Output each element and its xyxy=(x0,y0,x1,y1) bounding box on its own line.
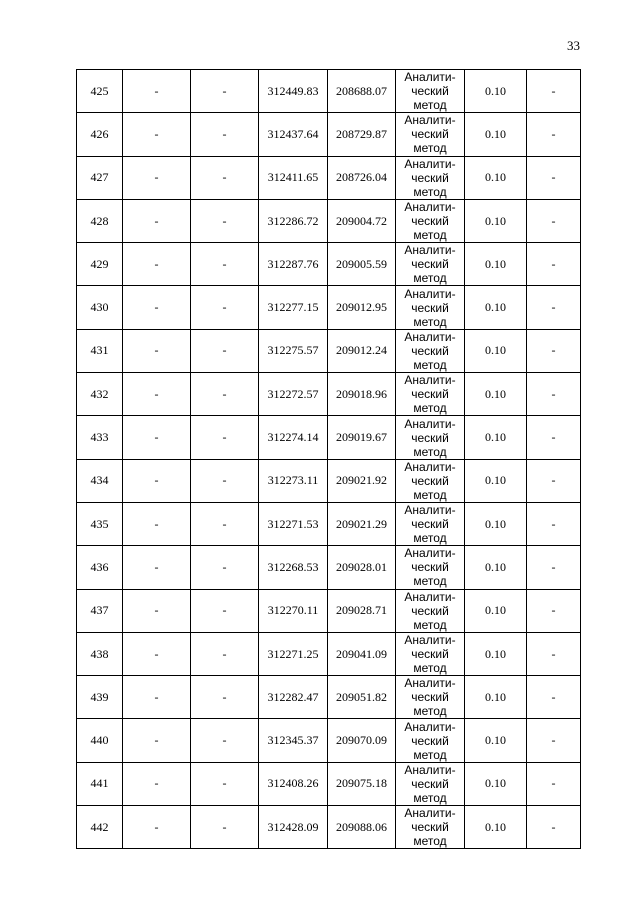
point-number-cell: 439 xyxy=(77,676,123,719)
method-cell xyxy=(396,502,465,545)
method-line: Аналити- xyxy=(404,589,456,604)
method-line: метод xyxy=(413,834,447,849)
method-line: Аналити- xyxy=(404,806,456,821)
method-line: метод xyxy=(413,401,447,416)
coordinates-table xyxy=(76,69,581,849)
method-line: метод xyxy=(413,357,447,372)
column-2-cell: - xyxy=(123,286,191,329)
x-coordinate-cell: 312282.47 xyxy=(259,676,328,719)
accuracy-cell: 0.10 xyxy=(465,113,527,156)
point-number-cell: 435 xyxy=(77,502,123,545)
column-2-cell: - xyxy=(123,329,191,372)
x-coordinate-cell: 312408.26 xyxy=(259,762,328,805)
y-coordinate-cell: 209021.29 xyxy=(328,502,396,545)
method-line: Аналити- xyxy=(404,416,456,431)
note-cell: - xyxy=(527,199,581,242)
note-cell: - xyxy=(527,416,581,459)
x-coordinate-cell: 312287.76 xyxy=(259,243,328,286)
method-cell xyxy=(396,589,465,632)
method-line: метод xyxy=(413,531,447,546)
x-coordinate-cell: 312272.57 xyxy=(259,373,328,416)
column-3-cell: - xyxy=(191,589,259,632)
column-3-cell: - xyxy=(191,632,259,675)
y-coordinate-cell: 209012.24 xyxy=(328,329,396,372)
table-row xyxy=(77,373,581,416)
y-coordinate-cell: 209028.01 xyxy=(328,546,396,589)
note-cell: - xyxy=(527,719,581,762)
method-line: ческий xyxy=(411,517,449,532)
y-coordinate-cell: 209075.18 xyxy=(328,762,396,805)
table-row xyxy=(77,632,581,675)
column-3-cell: - xyxy=(191,806,259,849)
accuracy-cell: 0.10 xyxy=(465,589,527,632)
note-cell: - xyxy=(527,373,581,416)
method-line: ческий xyxy=(411,170,449,185)
method-line: ческий xyxy=(411,733,449,748)
note-cell: - xyxy=(527,676,581,719)
method-cell xyxy=(396,70,465,113)
table-row xyxy=(77,156,581,199)
method-cell xyxy=(396,156,465,199)
table-row xyxy=(77,459,581,502)
column-3-cell: - xyxy=(191,459,259,502)
column-2-cell: - xyxy=(123,762,191,805)
accuracy-cell: 0.10 xyxy=(465,416,527,459)
column-2-cell: - xyxy=(123,416,191,459)
accuracy-cell: 0.10 xyxy=(465,676,527,719)
x-coordinate-cell: 312271.25 xyxy=(259,632,328,675)
table-row xyxy=(77,676,581,719)
table-row xyxy=(77,719,581,762)
column-2-cell: - xyxy=(123,199,191,242)
method-line: Аналити- xyxy=(404,70,456,85)
column-2-cell: - xyxy=(123,156,191,199)
method-line: ческий xyxy=(411,84,449,99)
method-line: Аналити- xyxy=(404,633,456,647)
method-line: Аналити- xyxy=(404,200,456,215)
x-coordinate-cell: 312286.72 xyxy=(259,199,328,242)
x-coordinate-cell: 312277.15 xyxy=(259,286,328,329)
accuracy-cell: 0.10 xyxy=(465,373,527,416)
x-coordinate-cell: 312345.37 xyxy=(259,719,328,762)
note-cell: - xyxy=(527,156,581,199)
method-line: ческий xyxy=(411,473,449,488)
y-coordinate-cell: 209070.09 xyxy=(328,719,396,762)
note-cell: - xyxy=(527,632,581,675)
column-3-cell: - xyxy=(191,762,259,805)
method-line: Аналити- xyxy=(404,286,456,301)
table-row xyxy=(77,70,581,113)
column-3-cell: - xyxy=(191,502,259,545)
note-cell: - xyxy=(527,806,581,849)
column-2-cell: - xyxy=(123,589,191,632)
column-3-cell: - xyxy=(191,243,259,286)
accuracy-cell: 0.10 xyxy=(465,806,527,849)
point-number-cell: 436 xyxy=(77,546,123,589)
accuracy-cell: 0.10 xyxy=(465,632,527,675)
column-3-cell: - xyxy=(191,156,259,199)
method-line: метод xyxy=(413,617,447,632)
method-line: Аналити- xyxy=(404,243,456,258)
point-number-cell: 428 xyxy=(77,199,123,242)
method-cell xyxy=(396,546,465,589)
y-coordinate-cell: 208688.07 xyxy=(328,70,396,113)
point-number-cell: 425 xyxy=(77,70,123,113)
column-2-cell: - xyxy=(123,719,191,762)
note-cell: - xyxy=(527,589,581,632)
accuracy-cell: 0.10 xyxy=(465,546,527,589)
accuracy-cell: 0.10 xyxy=(465,329,527,372)
y-coordinate-cell: 209041.09 xyxy=(328,632,396,675)
page-number: 33 xyxy=(567,38,580,53)
method-line: ческий xyxy=(411,690,449,705)
x-coordinate-cell: 312449.83 xyxy=(259,70,328,113)
method-line: Аналити- xyxy=(404,329,456,344)
x-coordinate-cell: 312270.11 xyxy=(259,589,328,632)
accuracy-cell: 0.10 xyxy=(465,70,527,113)
x-coordinate-cell: 312411.65 xyxy=(259,156,328,199)
method-line: ческий xyxy=(411,560,449,575)
note-cell: - xyxy=(527,459,581,502)
point-number-cell: 440 xyxy=(77,719,123,762)
x-coordinate-cell: 312273.11 xyxy=(259,459,328,502)
y-coordinate-cell: 209018.96 xyxy=(328,373,396,416)
method-cell xyxy=(396,762,465,805)
y-coordinate-cell: 209028.71 xyxy=(328,589,396,632)
table-row xyxy=(77,546,581,589)
method-line: ческий xyxy=(411,343,449,358)
column-3-cell: - xyxy=(191,199,259,242)
point-number-cell: 427 xyxy=(77,156,123,199)
y-coordinate-cell: 209005.59 xyxy=(328,243,396,286)
method-line: ческий xyxy=(411,257,449,272)
column-2-cell: - xyxy=(123,459,191,502)
y-coordinate-cell: 209019.67 xyxy=(328,416,396,459)
table-row xyxy=(77,416,581,459)
method-line: Аналити- xyxy=(404,113,456,128)
method-line: метод xyxy=(413,661,447,675)
x-coordinate-cell: 312275.57 xyxy=(259,329,328,372)
point-number-cell: 432 xyxy=(77,373,123,416)
table-row xyxy=(77,243,581,286)
table-row xyxy=(77,113,581,156)
note-cell: - xyxy=(527,329,581,372)
method-line: метод xyxy=(413,271,447,286)
column-3-cell: - xyxy=(191,416,259,459)
method-line: метод xyxy=(413,141,447,156)
table-row xyxy=(77,286,581,329)
point-number-cell: 442 xyxy=(77,806,123,849)
x-coordinate-cell: 312437.64 xyxy=(259,113,328,156)
point-number-cell: 441 xyxy=(77,762,123,805)
method-cell xyxy=(396,416,465,459)
accuracy-cell: 0.10 xyxy=(465,243,527,286)
method-line: ческий xyxy=(411,820,449,835)
method-cell xyxy=(396,113,465,156)
method-line: Аналити- xyxy=(404,503,456,518)
column-3-cell: - xyxy=(191,286,259,329)
method-line: Аналити- xyxy=(404,373,456,388)
note-cell: - xyxy=(527,113,581,156)
method-line: Аналити- xyxy=(404,546,456,561)
method-line: ческий xyxy=(411,603,449,618)
method-line: метод xyxy=(413,704,447,719)
method-cell xyxy=(396,719,465,762)
accuracy-cell: 0.10 xyxy=(465,762,527,805)
method-line: Аналити- xyxy=(404,459,456,474)
method-line: ческий xyxy=(411,776,449,791)
y-coordinate-cell: 209051.82 xyxy=(328,676,396,719)
method-cell xyxy=(396,806,465,849)
method-cell xyxy=(396,676,465,719)
method-line: ческий xyxy=(411,430,449,445)
x-coordinate-cell: 312271.53 xyxy=(259,502,328,545)
method-cell xyxy=(396,632,465,675)
column-2-cell: - xyxy=(123,676,191,719)
column-2-cell: - xyxy=(123,373,191,416)
method-line: ческий xyxy=(411,647,449,661)
point-number-cell: 433 xyxy=(77,416,123,459)
method-line: Аналити- xyxy=(404,156,456,171)
table-row xyxy=(77,199,581,242)
column-2-cell: - xyxy=(123,806,191,849)
method-line: метод xyxy=(413,98,447,113)
method-line: метод xyxy=(413,444,447,459)
accuracy-cell: 0.10 xyxy=(465,502,527,545)
column-2-cell: - xyxy=(123,502,191,545)
point-number-cell: 437 xyxy=(77,589,123,632)
y-coordinate-cell: 209088.06 xyxy=(328,806,396,849)
method-line: Аналити- xyxy=(404,719,456,734)
column-3-cell: - xyxy=(191,329,259,372)
method-line: метод xyxy=(413,487,447,502)
method-cell xyxy=(396,459,465,502)
column-3-cell: - xyxy=(191,373,259,416)
y-coordinate-cell: 208726.04 xyxy=(328,156,396,199)
method-line: ческий xyxy=(411,387,449,402)
method-line: ческий xyxy=(411,300,449,315)
column-2-cell: - xyxy=(123,70,191,113)
point-number-cell: 434 xyxy=(77,459,123,502)
column-3-cell: - xyxy=(191,70,259,113)
accuracy-cell: 0.10 xyxy=(465,719,527,762)
accuracy-cell: 0.10 xyxy=(465,199,527,242)
column-3-cell: - xyxy=(191,719,259,762)
point-number-cell: 431 xyxy=(77,329,123,372)
column-2-cell: - xyxy=(123,546,191,589)
method-line: метод xyxy=(413,184,447,199)
method-line: метод xyxy=(413,574,447,589)
table-row xyxy=(77,329,581,372)
note-cell: - xyxy=(527,286,581,329)
method-line: метод xyxy=(413,314,447,329)
point-number-cell: 426 xyxy=(77,113,123,156)
column-2-cell: - xyxy=(123,632,191,675)
method-line: Аналити- xyxy=(404,762,456,777)
method-cell xyxy=(396,286,465,329)
y-coordinate-cell: 209012.95 xyxy=(328,286,396,329)
y-coordinate-cell: 209021.92 xyxy=(328,459,396,502)
table-row xyxy=(77,762,581,805)
accuracy-cell: 0.10 xyxy=(465,459,527,502)
method-line: метод xyxy=(413,747,447,762)
x-coordinate-cell: 312268.53 xyxy=(259,546,328,589)
column-3-cell: - xyxy=(191,113,259,156)
method-cell xyxy=(396,373,465,416)
method-line: ческий xyxy=(411,214,449,229)
note-cell: - xyxy=(527,243,581,286)
method-cell xyxy=(396,243,465,286)
table-row xyxy=(77,806,581,849)
method-line: Аналити- xyxy=(404,676,456,691)
method-line: метод xyxy=(413,228,447,243)
accuracy-cell: 0.10 xyxy=(465,286,527,329)
y-coordinate-cell: 208729.87 xyxy=(328,113,396,156)
column-3-cell: - xyxy=(191,546,259,589)
point-number-cell: 429 xyxy=(77,243,123,286)
note-cell: - xyxy=(527,546,581,589)
column-2-cell: - xyxy=(123,113,191,156)
method-cell xyxy=(396,199,465,242)
note-cell: - xyxy=(527,762,581,805)
method-cell xyxy=(396,329,465,372)
table-body xyxy=(77,70,581,849)
method-line: метод xyxy=(413,790,447,805)
method-line: ческий xyxy=(411,127,449,142)
accuracy-cell: 0.10 xyxy=(465,156,527,199)
column-3-cell: - xyxy=(191,676,259,719)
note-cell: - xyxy=(527,70,581,113)
table-row xyxy=(77,502,581,545)
point-number-cell: 438 xyxy=(77,632,123,675)
table-row xyxy=(77,589,581,632)
note-cell: - xyxy=(527,502,581,545)
y-coordinate-cell: 209004.72 xyxy=(328,199,396,242)
point-number-cell: 430 xyxy=(77,286,123,329)
x-coordinate-cell: 312428.09 xyxy=(259,806,328,849)
column-2-cell: - xyxy=(123,243,191,286)
x-coordinate-cell: 312274.14 xyxy=(259,416,328,459)
